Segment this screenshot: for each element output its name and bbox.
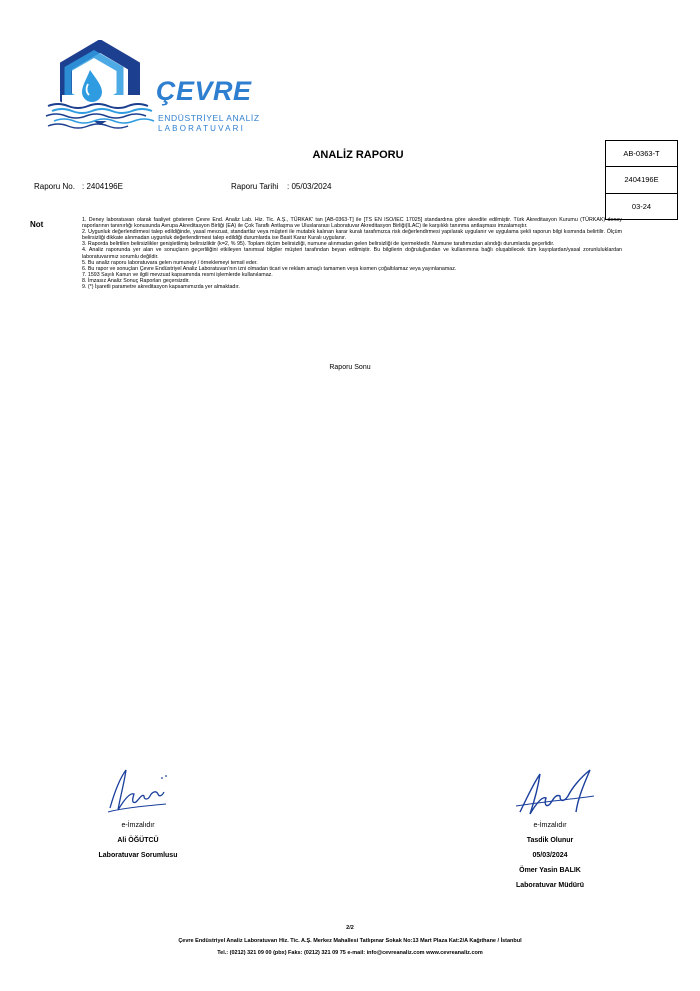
note-item: 5. Bu analiz raporu laboratuvara gelen numuneyi / örneklemeyi temsil eder. bbox=[82, 259, 258, 266]
left-signature-status: e-İmzalıdır bbox=[121, 822, 155, 829]
report-end-text: Raporu Sonu bbox=[329, 364, 371, 371]
right-signature-block bbox=[470, 818, 630, 893]
left-signer-name: Ali ÖĞÜTCÜ bbox=[117, 837, 159, 844]
accreditation-code: AB-0363-T bbox=[606, 141, 677, 167]
note-item: 7. 1593 Sayılı Kanun ve ilgili mevzuat kapsamında resmi işlemlerde kullanılamaz. bbox=[82, 271, 273, 278]
right-signature-date: 05/03/2024 bbox=[532, 852, 568, 859]
notes-label: Not bbox=[30, 220, 44, 229]
note-item: 1. Deney laboratuvarı olarak faaliyet gösteren Çevre End. Analiz Lab. Hiz. Tic. A.Ş., TÜRKAK' tan [AB-0363-T] ile [TS EN ISO/IEC 17025] standardına göre akredite edilmiştir. Türk Akreditasyon Kurumu (TÜRKAK) deney raporlarının tanınırlığı konusunda Avrupa Akreditasyon Birliği (EA) ile Çok Taraflı Antlaşma ve Uluslararası Laboratuvar Akreditasyon Birliği(ILAC) ile karşılıklı tanınma antlaşması imzalamıştır. bbox=[82, 217, 622, 230]
brand-subtitle-1: ENDÜSTRİYEL ANALİZ bbox=[158, 113, 260, 123]
note-item: 3. Raporda belirtilen belirsizlikler genişletilmiş belirsizliktir (k=2, % 95). Toplam ölçüm belirsizliği, numune alınmadan gelen belirsizliği de içermektedir. Numune tarafımızdan alındığı durumlarda geçerlidir. bbox=[82, 241, 555, 248]
note-item: 9. (*) İşaretli parametre akreditasyon kapsamımızda yer almaktadır. bbox=[82, 284, 240, 291]
left-handwritten-signature bbox=[104, 764, 174, 816]
footer-address: Çevre Endüstriyel Analiz Laboratuvarı Hiz. Tic. A.Ş. Merkez Mahallesi Tatlıpınar Sokak No:13 Mart Plaza Kat:2/A Kağıthane / İstanbul bbox=[178, 938, 522, 944]
page-number: 2/2 bbox=[346, 925, 354, 931]
note-item: 4. Analiz raporunda yer alan ve sonuçların geçerliliğini etkileyen tanımsal bilgiler müşteri tarafından beyan edilmiştir. Bu bilgilerin doğruluğundan ve kullanımına bağlı oluşabilecek tüm kayıplardan/yasal zorunluluklardan laboratuvarımız sorumlu değildir. bbox=[82, 247, 622, 260]
note-item: 2. Uygunluk değerlendirmesi talep edildiğinde, yasal mevzuat, standartlar veya müşteri ile mutabık kalınan karar kuralı tarafımızca risk değerlendirmesi yapılarak uygulanır ve uygulama şekli raporun bilgi kısmında belirtilir. Ölçüm belirsizliği dikkate alınmadan uygunluk değerlendirmesi talep edildiği durumlarda ise Basit Karar Kuralı uygulanır. bbox=[82, 229, 622, 242]
note-item: 6. Bu rapor ve sonuçları Çevre Endüstriyel Analiz Laboratuvarı'nın izni olmadan ticari ve reklam amaçlı tamamen veya kısmen çoğaltılamaz veya yayınlanamaz. bbox=[82, 265, 457, 272]
report-date-value: : 05/03/2024 bbox=[287, 182, 332, 191]
footer-contact: Tel.: (0212) 321 09 00 (pbx) Faks: (0212) 321 09 75 e-mail: info@cevreanaliz.com www.cevreanaliz.com bbox=[217, 950, 483, 956]
right-signature-status: e-İmzalıdır bbox=[533, 822, 567, 829]
report-code-box bbox=[605, 140, 678, 220]
right-handwritten-signature bbox=[510, 766, 605, 822]
right-signer-role: Laboratuvar Müdürü bbox=[515, 882, 585, 889]
report-no-label: Raporu No. bbox=[34, 182, 75, 191]
right-approval-text: Tasdik Olunur bbox=[526, 837, 574, 844]
left-signer-role: Laboratuvar Sorumlusu bbox=[98, 852, 178, 859]
brand-subtitle-2: LABORATUVARI bbox=[158, 124, 246, 133]
report-no-value: : 2404196E bbox=[82, 182, 123, 191]
report-title: ANALİZ RAPORU bbox=[312, 149, 404, 161]
brand-name: ÇEVRE bbox=[156, 76, 252, 106]
report-date-label: Raporu Tarihi bbox=[231, 182, 279, 191]
report-period-code: 03-24 bbox=[631, 201, 652, 211]
notes-list bbox=[82, 217, 622, 290]
note-item: 8. İmzasız Analiz Sonuç Raporları geçersizdir. bbox=[82, 277, 190, 284]
left-signature-block bbox=[58, 818, 218, 863]
report-number-code: 2404196E bbox=[606, 167, 677, 193]
right-signer-name: Ömer Yasin BALIK bbox=[519, 867, 581, 874]
